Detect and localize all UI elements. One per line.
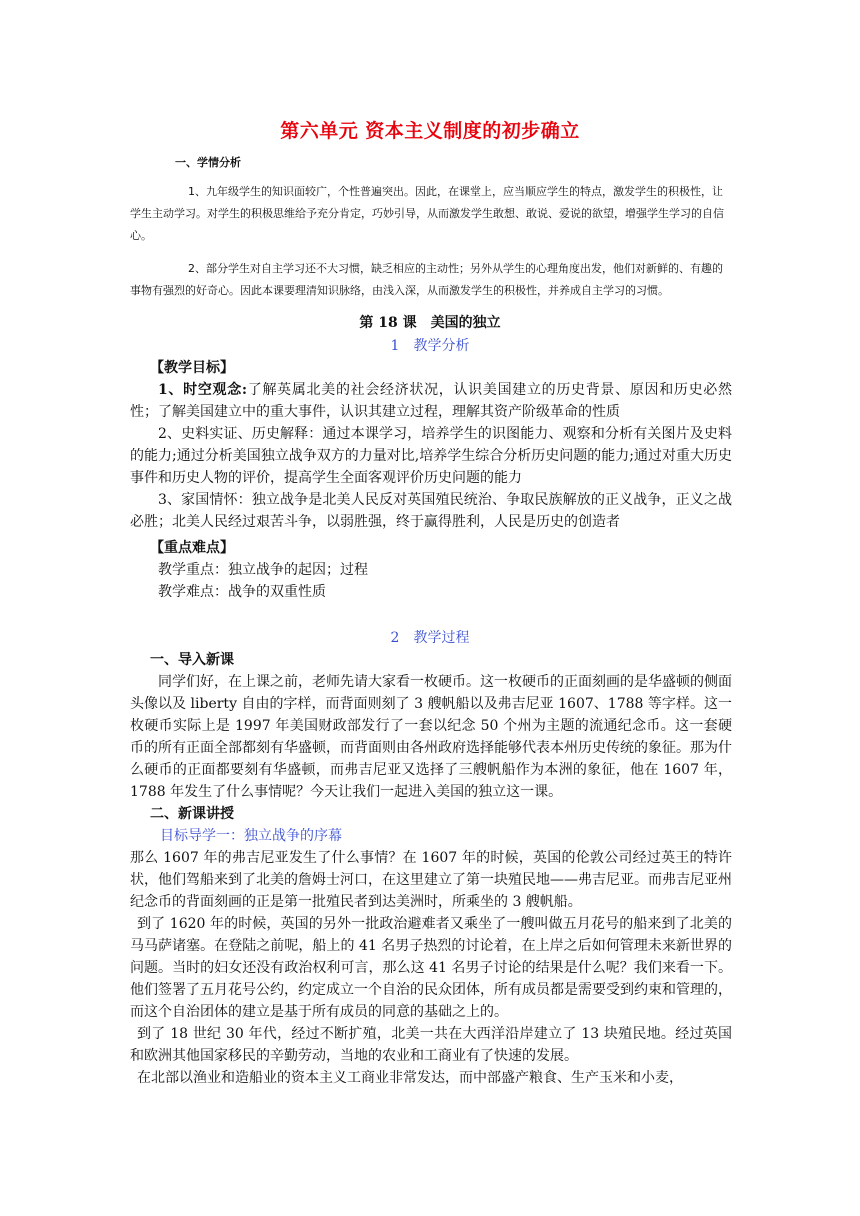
objective-2: 2、史料实证、历史解释：通过本课学习，培养学生的识图能力、观察和分析有关图片及史料的能力;通过分析美国独立战争双方的力量对比,培养学生综合分析历史问题的能力;通过对重大历史事件和历史人物的评价，提高学生全面客观评价历史问题的能力 — [130, 426, 732, 486]
key-point: 教学重点：独立战争的起因；过程 — [158, 562, 368, 578]
learning-analysis-paragraph-2: 2、部分学生对自主学习还不大习惯，缺乏相应的主动性；另外从学生的心理角度出发，他们对新鲜的、有趣的事物有强烈的好奇心。因此本课要理清知识脉络，由浅入深，从而激发学生的积极性，并养成自主学习的习惯。 — [130, 262, 723, 297]
new-lesson-heading: 二、新课讲授 — [150, 806, 234, 822]
unit-title: 第六单元 资本主义制度的初步确立 — [280, 120, 580, 142]
learning-analysis-paragraph-1: 1、九年级学生的知识面较广，个性普遍突出。因此，在课堂上，应当顺应学生的特点，激发学生的积极性，让学生主动学习。对学生的积极思维给予充分肯定，巧妙引导，从而激发学生敢想、敢说、爱说的欲望，增强学生学习的自信心。 — [130, 185, 724, 242]
intro-heading: 一、导入新课 — [150, 652, 234, 668]
objective-1 — [130, 379, 732, 423]
section-heading-analysis: 1 教学分析 — [390, 338, 470, 354]
paragraph-1620: 到了 1620 年的时候，英国的另外一批政治避难者又乘坐了一艘叫做五月花号的船来到了北美的马马萨诸塞。在登陆之前呢，船上的 41 名男子热烈的讨论着，在上岸之后如何管理未来新世界的问题。当时的妇女还没有政治权利可言，那么这 41 名男子讨论的结果是什么呢？我们来看一下。他们签署了五月花号公约，约定成立一个自治的民众团体，所有成员都是需要受到约束和管理的，而这个自治团体的建立是基于所有成员的同意的基础之上的。 — [130, 916, 732, 1020]
paragraph-18th-century: 到了 18 世纪 30 年代，经过不断扩殖，北美一共在大西洋沿岸建立了 13 块殖民地。经过英国和欧洲其他国家移民的辛勤劳动，当地的农业和工商业有了快速的发展。 — [130, 1026, 732, 1064]
paragraph-north: 在北部以渔业和造船业的资本主义工商业非常发达，而中部盛产粮食、生产玉米和小麦， — [137, 1070, 683, 1086]
target-heading-1: 目标导学一：独立战争的序幕 — [160, 828, 342, 844]
difficult-point: 教学难点：战争的双重性质 — [158, 584, 326, 600]
objectives-heading: 【教学目标】 — [150, 360, 234, 376]
keypoints-heading: 【重点难点】 — [150, 540, 234, 556]
objective-1-text: 了解英属北美的社会经济状况，认识美国建立的历史背景、原因和历史必然性；了解美国建立中的重大事件，认识其建立过程，理解其资产阶级革命的性质 — [130, 382, 732, 420]
intro-paragraph: 同学们好，在上课之前，老师先请大家看一枚硬币。这一枚硬币的正面刻画的是华盛顿的侧面头像以及 liberty 自由的字样，而背面则刻了 3 艘帆船以及弗吉尼亚 1607、1788 等字样。这一枚硬币实际上是 1997 年美国财政部发行了一套以纪念 50 个州为主题的流通纪念币。这一套硬币的所有正面全部都刻有华盛顿，而背面则由各州政府选择能够代表本州历史传统的象征。那为什么硬币的正面都要刻有华盛顿，而弗吉尼亚又选择了三艘帆船作为本洲的象征，他在 1607 年，1788 年发生了什么事情呢？今天让我们一起进入美国的独立这一课。 — [130, 674, 732, 800]
objective-3: 3、家国情怀：独立战争是北美人民反对英国殖民统治、争取民族解放的正义战争，正义之战必胜；北美人民经过艰苦斗争，以弱胜强，终于赢得胜利，人民是历史的创造者 — [130, 492, 732, 530]
lesson-title: 第 18 课 美国的独立 — [359, 315, 501, 331]
objective-1-label: 1、时空观念: — [158, 382, 248, 398]
paragraph-1607: 那么 1607 年的弗吉尼亚发生了什么事情？在 1607 年的时候，英国的伦敦公司经过英王的特许状，他们驾船来到了北美的詹姆士河口，在这里建立了第一块殖民地——弗吉尼亚。而弗吉尼亚州纪念币的背面刻画的正是第一批殖民者到达美洲时，所乘坐的 3 艘帆船。 — [130, 850, 732, 910]
learning-analysis-heading: 一、学情分析 — [175, 156, 241, 169]
section-heading-process: 2 教学过程 — [390, 630, 470, 646]
